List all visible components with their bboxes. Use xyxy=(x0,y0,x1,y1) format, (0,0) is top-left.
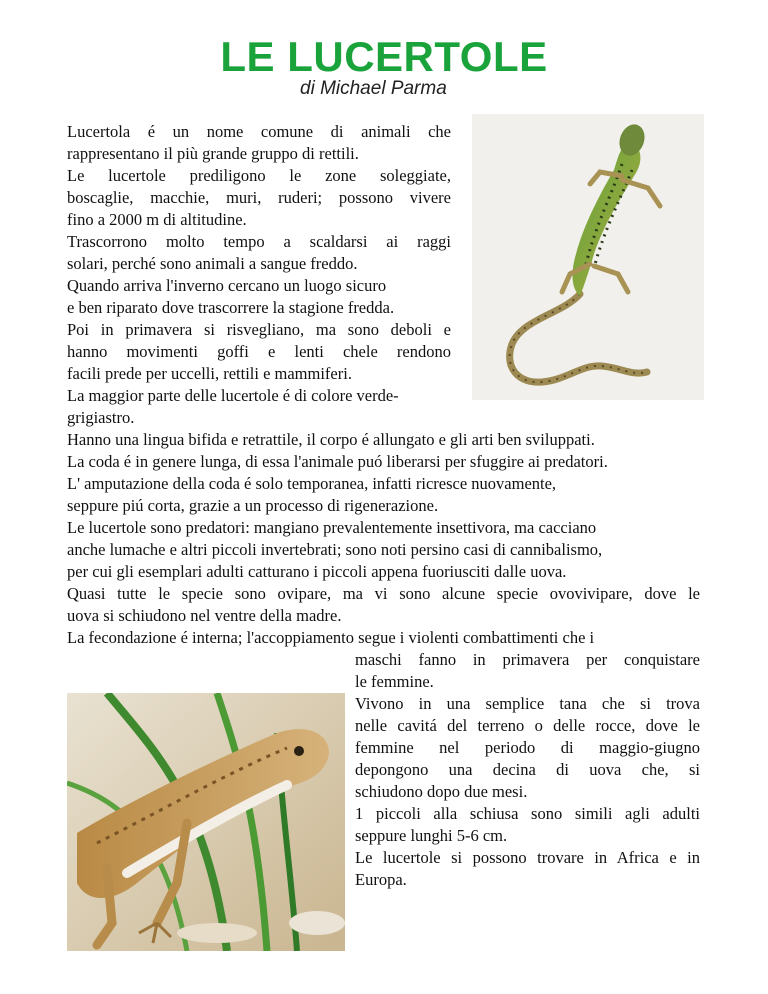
text-line: L' amputazione della coda é solo temporanea, infatti ricresce nuovamente, xyxy=(67,474,557,493)
text-line: 1 piccoli alla schiusa sono simili agli adulti xyxy=(355,804,700,823)
text-line: schiudono dopo due mesi. xyxy=(355,782,528,801)
text-line: per cui gli esemplari adulti catturano i piccoli appena fuoriusciti dalle uova. xyxy=(67,562,567,581)
author-byline: di Michael Parma xyxy=(300,78,447,99)
text-line: solari, perché sono animali a sangue freddo. xyxy=(67,254,358,273)
text-line: rappresentano il più grande gruppo di rettili. xyxy=(67,144,359,163)
text-line: e ben riparato dove trascorrere la stagione fredda. xyxy=(67,298,395,317)
text-line: Quando arriva l'inverno cercano un luogo sicuro xyxy=(67,276,387,295)
text-line: Vivono in una semplice tana che si trova xyxy=(355,694,700,713)
text-line: anche lumache e altri piccoli invertebrati; sono noti persino casi di cannibalismo, xyxy=(67,540,603,559)
text-line: Lucertola é un nome comune di animali che xyxy=(67,122,451,141)
text-line: Le lucertole prediligono le zone soleggiate, xyxy=(67,166,451,185)
text-line: La coda é in genere lunga, di essa l'animale puó liberarsi per sfuggire ai predatori. xyxy=(67,452,608,471)
text-line: Le lucertole sono predatori: mangiano prevalentemente insettivora, ma cacciano xyxy=(67,518,597,537)
text-line: La fecondazione é interna; l'accoppiamento segue i violenti combattimenti che i xyxy=(67,628,595,647)
text-line: Quasi tutte le specie sono ovipare, ma vi sono alcune specie ovovivipare, dove le xyxy=(67,584,700,603)
text-line: nelle cavitá del terreno o delle rocce, dove le xyxy=(355,716,700,735)
text-line: La maggior parte delle lucertole é di colore verde- xyxy=(67,386,399,405)
text-line: femmine nel periodo di maggio-giugno xyxy=(355,738,700,757)
text-line: seppure piú corta, grazie a un processo di rigenerazione. xyxy=(67,496,439,515)
text-line: Le lucertole si possono trovare in Africa e in xyxy=(355,848,700,867)
green-lizard-photo xyxy=(472,114,704,400)
text-line: fino a 2000 m di altitudine. xyxy=(67,210,247,229)
text-line: maschi fanno in primavera per conquistare xyxy=(355,650,700,669)
text-line: grigiastro. xyxy=(67,408,135,427)
text-line: hanno movimenti goffi e lenti chele rendono xyxy=(67,342,451,361)
text-line: Poi in primavera si risvegliano, ma sono deboli e xyxy=(67,320,451,339)
text-line: uova si schiudono nel ventre della madre. xyxy=(67,606,342,625)
text-line: le femmine. xyxy=(355,672,434,691)
text-line: Europa. xyxy=(355,870,407,889)
text-line: boscaglie, macchie, muri, ruderi; possono vivere xyxy=(67,188,451,207)
brown-lizard-photo xyxy=(67,693,345,951)
text-line: Hanno una lingua bifida e retrattile, il corpo é allungato e gli arti ben sviluppati. xyxy=(67,430,595,449)
text-line: facili prede per uccelli, rettili e mammiferi. xyxy=(67,364,352,383)
text-line: Trascorrono molto tempo a scaldarsi ai raggi xyxy=(67,232,451,251)
page-title: LE LUCERTOLE xyxy=(220,33,548,80)
text-line: seppure lunghi 5-6 cm. xyxy=(355,826,508,845)
text-line: depongono una decina di uova che, si xyxy=(355,760,700,779)
